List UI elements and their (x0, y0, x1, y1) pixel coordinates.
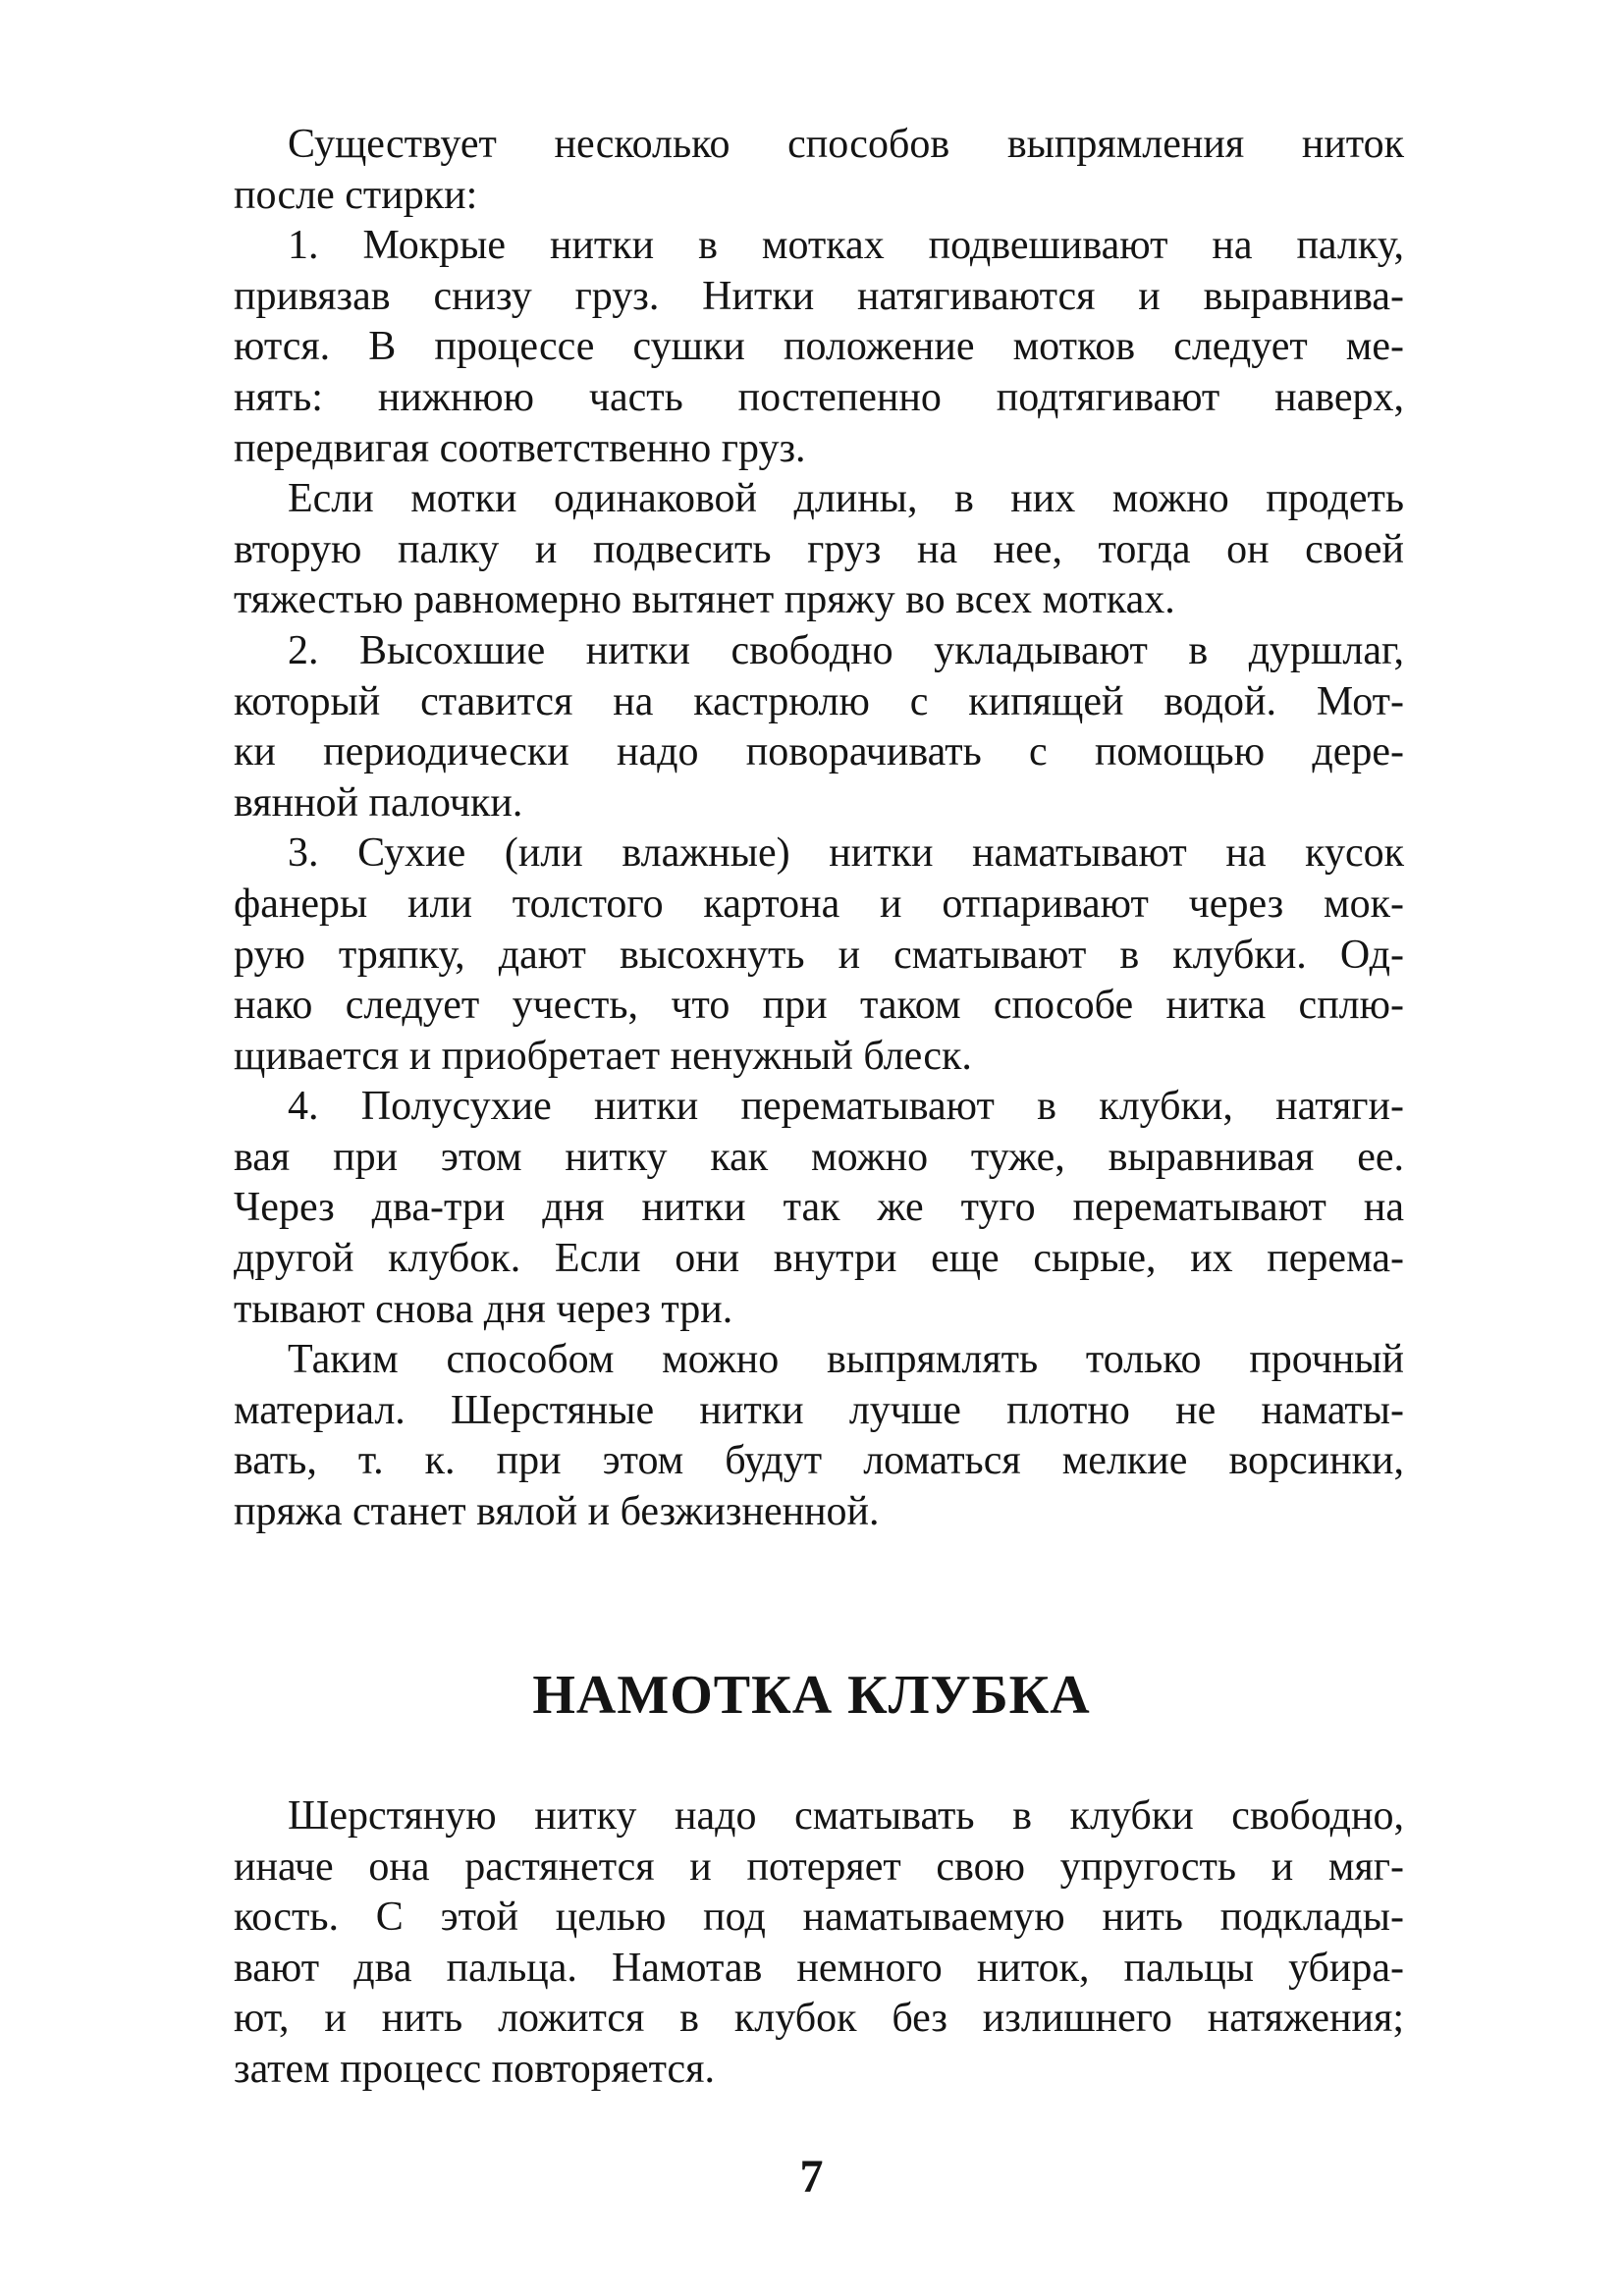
body-text-section-2 (234, 1791, 1404, 2096)
text-line: вают два пальца. Намотав немного ниток, пальцы убира- (234, 1945, 1404, 1991)
text-line: 1. Мокрые нитки в мотках подвешивают на палку, (288, 223, 1404, 269)
section-heading: НАМОТКА КЛУБКА (532, 1665, 1091, 1726)
text-line: фанеры или толстого картона и отпаривают через мок- (234, 881, 1404, 927)
text-line: передвигая соответственно груз. (234, 425, 806, 471)
text-line: тывают снова дня через три. (234, 1286, 733, 1332)
text-line: после стирки: (234, 172, 478, 218)
text-line: пряжа станет вялой и безжизненной. (234, 1489, 880, 1535)
page-number: 7 (799, 2151, 824, 2203)
text-line: другой клубок. Если они внутри еще сырые, их перема- (234, 1236, 1404, 1282)
text-line: тяжестью равномерно вытянет пряжу во всех мотках. (234, 577, 1175, 623)
text-line: материал. Шерстяные нитки лучше плотно не наматы- (234, 1387, 1404, 1433)
text-line: щивается и приобретает ненужный блеск. (234, 1033, 972, 1079)
text-line: Если мотки одинаковой длины, в них можно продеть (288, 476, 1404, 522)
text-line: кость. С этой целью под наматываемую нить подклады- (234, 1895, 1404, 1941)
text-line: ки периодически надо поворачивать с помощью дере- (234, 729, 1404, 775)
text-line: 4. Полусухие нитки перематывают в клубки, натяги- (288, 1084, 1404, 1130)
text-line: ются. В процессе сушки положение мотков следует ме- (234, 324, 1404, 370)
text-line: нять: нижнюю часть постепенно подтягивают наверх, (234, 374, 1404, 420)
text-line: привязав снизу груз. Нитки натягиваются и выравнива- (234, 273, 1404, 319)
text-line: вать, т. к. при этом будут ломаться мелкие ворсинки, (234, 1438, 1404, 1484)
text-line: Через два-три дня нитки так же туго перематывают на (234, 1185, 1404, 1231)
text-line: рую тряпку, дают высохнуть и сматывают в клубки. Од- (234, 932, 1404, 978)
text-line: Шерстяную нитку надо сматывать в клубки свободно, (288, 1793, 1404, 1839)
text-line: который ставится на кастрюлю с кипящей водой. Мот- (234, 678, 1404, 724)
text-line: Существует несколько способов выпрямления ниток (288, 122, 1404, 167)
text-line: вая при этом нитку как можно туже, выравнивая ее. (234, 1134, 1404, 1180)
text-line: вторую палку и подвесить груз на нее, тогда он своей (234, 526, 1404, 572)
text-line: затем процесс повторяется. (234, 2046, 715, 2092)
text-line: 2. Высохшие нитки свободно укладывают в дуршлаг, (288, 627, 1404, 673)
body-text-section-1 (234, 120, 1404, 1538)
text-line: Таким способом можно выпрямлять только прочный (288, 1337, 1404, 1383)
text-line: иначе она растянется и потеряет свою упругость и мяг- (234, 1843, 1404, 1890)
text-line: 3. Сухие (или влажные) нитки наматывают на кусок (288, 830, 1404, 877)
text-line: нако следует учесть, что при таком способе нитка сплю- (234, 983, 1404, 1029)
text-line: вянной палочки. (234, 779, 523, 826)
text-line: ют, и нить ложится в клубок без излишнего натяжения; (234, 1996, 1404, 2042)
